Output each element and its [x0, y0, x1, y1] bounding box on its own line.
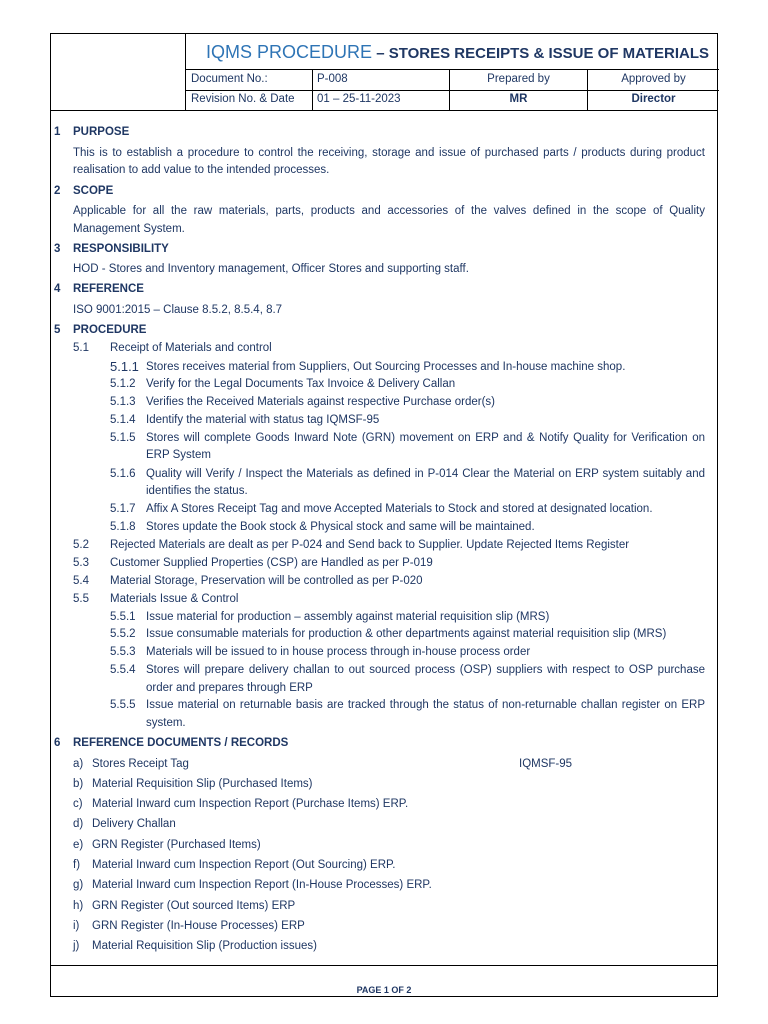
record-letter: b): [73, 778, 84, 790]
procedure-number: 5.1.2: [110, 378, 136, 390]
section-number: 3: [54, 243, 61, 255]
doc-no-value: P-008: [317, 73, 348, 85]
record-letter: i): [73, 920, 80, 932]
procedure-number: 5.2: [73, 539, 89, 551]
procedure-text: Stores receives material from Suppliers, Out Sourcing Processes and In-house machine shop.: [146, 361, 626, 373]
header-col-border-1: [312, 69, 313, 110]
section-number: 2: [54, 185, 61, 197]
scope-text-line2: Management System.: [73, 223, 185, 235]
record-item: GRN Register (Out sourced Items) ERP: [92, 900, 296, 912]
procedure-text: Material Storage, Preservation will be controlled as per P-020: [110, 575, 423, 587]
record-item: Material Inward cum Inspection Report (Out Sourcing) ERP.: [92, 859, 396, 871]
procedure-text-cont: order and prepares through ERP: [146, 682, 313, 694]
title-main: IQMS PROCEDURE: [206, 42, 373, 62]
record-letter: j): [73, 940, 80, 952]
section-title-purpose: PURPOSE: [73, 126, 130, 138]
procedure-text: Issue consumable materials for production & other departments against material requisition slip (MRS): [146, 628, 667, 640]
record-item: Stores Receipt Tag: [92, 758, 189, 770]
procedure-number: 5.1.4: [110, 414, 136, 426]
record-item: GRN Register (In-House Processes) ERP: [92, 920, 305, 932]
approved-by-label: Approved by: [621, 73, 686, 85]
procedure-text: Rejected Materials are dealt as per P-024 and Send back to Supplier. Update Rejected Items Register: [110, 539, 630, 551]
revision-label: Revision No. & Date: [191, 93, 295, 105]
section-number: 1: [54, 126, 61, 138]
procedure-text: Verify for the Legal Documents Tax Invoice & Delivery Callan: [146, 378, 456, 390]
section-title-records: REFERENCE DOCUMENTS / RECORDS: [73, 737, 289, 749]
procedure-number: 5.5.4: [110, 664, 136, 676]
procedure-text: Stores update the Book stock & Physical stock and same will be maintained.: [146, 521, 535, 533]
procedure-number: 5.4: [73, 575, 89, 587]
section-number: 4: [54, 283, 61, 295]
procedure-text: Quality will Verify / Inspect the Materials as defined in P-014 Clear the Material on ERP system suitably and: [146, 468, 705, 480]
section-title-scope: SCOPE: [73, 185, 114, 197]
record-item: Material Inward cum Inspection Report (In-House Processes) ERP.: [92, 879, 432, 891]
procedure-number: 5.1.7: [110, 503, 136, 515]
procedure-text-cont: ERP System: [146, 449, 211, 461]
procedure-text-cont: system.: [146, 717, 186, 729]
procedure-text: Issue material for production – assembly against material requisition slip (MRS): [146, 611, 550, 623]
logo-cell-border: [185, 34, 186, 110]
procedure-number: 5.5: [73, 593, 89, 605]
record-item: Delivery Challan: [92, 818, 176, 830]
procedure-text: Stores will prepare delivery challan to out sourced process (OSP) suppliers with respect to OSP purchase: [146, 664, 705, 676]
procedure-text: Verifies the Received Materials against respective Purchase order(s): [146, 396, 495, 408]
procedure-text: Materials Issue & Control: [110, 593, 239, 605]
procedure-text: Identify the material with status tag IQMSF-95: [146, 414, 380, 426]
record-code: IQMSF-95: [519, 758, 573, 770]
revision-value: 01 – 25-11-2023: [317, 93, 401, 105]
procedure-number: 5.5.2: [110, 628, 136, 640]
section-title-responsibility: RESPONSIBILITY: [73, 243, 169, 255]
record-letter: f): [73, 859, 81, 871]
doc-no-label: Document No.:: [191, 73, 268, 85]
procedure-number: 5.1.5: [110, 432, 136, 444]
prepared-by-label: Prepared by: [487, 73, 550, 85]
record-letter: c): [73, 798, 83, 810]
header-bottom-border: [51, 110, 717, 111]
section-title-reference: REFERENCE: [73, 283, 144, 295]
procedure-number: 5.1.6: [110, 468, 136, 480]
procedure-number: 5.5.3: [110, 646, 136, 658]
scope-text-line1: Applicable for all the raw materials, parts, products and accessories of the valves defined in the scope of Quality: [73, 205, 705, 217]
purpose-text-line1: This is to establish a procedure to control the receiving, storage and issue of purchased parts / products during product: [73, 147, 705, 159]
header-divider-1: [185, 69, 719, 70]
responsibility-text: HOD - Stores and Inventory management, Officer Stores and supporting staff.: [73, 263, 469, 275]
procedure-text-cont: identifies the status.: [146, 485, 248, 497]
procedure-number: 5.1.3: [110, 396, 136, 408]
procedure-text: Stores will complete Goods Inward Note (GRN) movement on ERP and & Notify Quality for Verification on: [146, 432, 705, 444]
procedure-text: Affix A Stores Receipt Tag and move Accepted Materials to Stock and stored at designated location.: [146, 503, 653, 515]
procedure-text: Customer Supplied Properties (CSP) are Handled as per P-019: [110, 557, 433, 569]
procedure-number: 5.1: [73, 342, 89, 354]
record-letter: g): [73, 879, 84, 891]
document-title: [206, 42, 709, 63]
section-number: 5: [54, 324, 61, 336]
page-number: PAGE 1 OF 2: [356, 985, 412, 995]
record-item: Material Inward cum Inspection Report (Purchase Items) ERP.: [92, 798, 409, 810]
reference-text: ISO 9001:2015 – Clause 8.5.2, 8.5.4, 8.7: [73, 304, 283, 316]
procedure-number: 5.1.8: [110, 521, 136, 533]
footer-top-border: [51, 965, 717, 966]
record-item: Material Requisition Slip (Production issues): [92, 940, 317, 952]
approved-by-value: Director: [631, 93, 676, 105]
procedure-number: 5.5.5: [110, 699, 136, 711]
prepared-by-value: MR: [509, 93, 528, 105]
title-dash: –: [372, 45, 389, 62]
procedure-text: Receipt of Materials and control: [110, 342, 272, 354]
section-number: 6: [54, 737, 61, 749]
header-divider-2: [185, 90, 719, 91]
procedure-number: 5.5.1: [110, 611, 136, 623]
record-item: Material Requisition Slip (Purchased Items): [92, 778, 313, 790]
title-sub: STORES RECEIPTS & ISSUE OF MATERIALS: [388, 45, 710, 62]
procedure-text: Issue material on returnable basis are tracked through the status of non-returnable challan register on ERP: [146, 699, 705, 711]
record-letter: d): [73, 818, 84, 830]
record-letter: h): [73, 900, 84, 912]
procedure-number: 5.3: [73, 557, 89, 569]
record-letter: e): [73, 839, 84, 851]
procedure-text: Materials will be issued to in house process through in-house process order: [146, 646, 531, 658]
purpose-text-line2: realisation to add value to the intended processes.: [73, 164, 330, 176]
procedure-number: 5.1.1: [110, 359, 139, 374]
section-title-procedure: PROCEDURE: [73, 324, 147, 336]
record-item: GRN Register (Purchased Items): [92, 839, 261, 851]
record-letter: a): [73, 758, 84, 770]
